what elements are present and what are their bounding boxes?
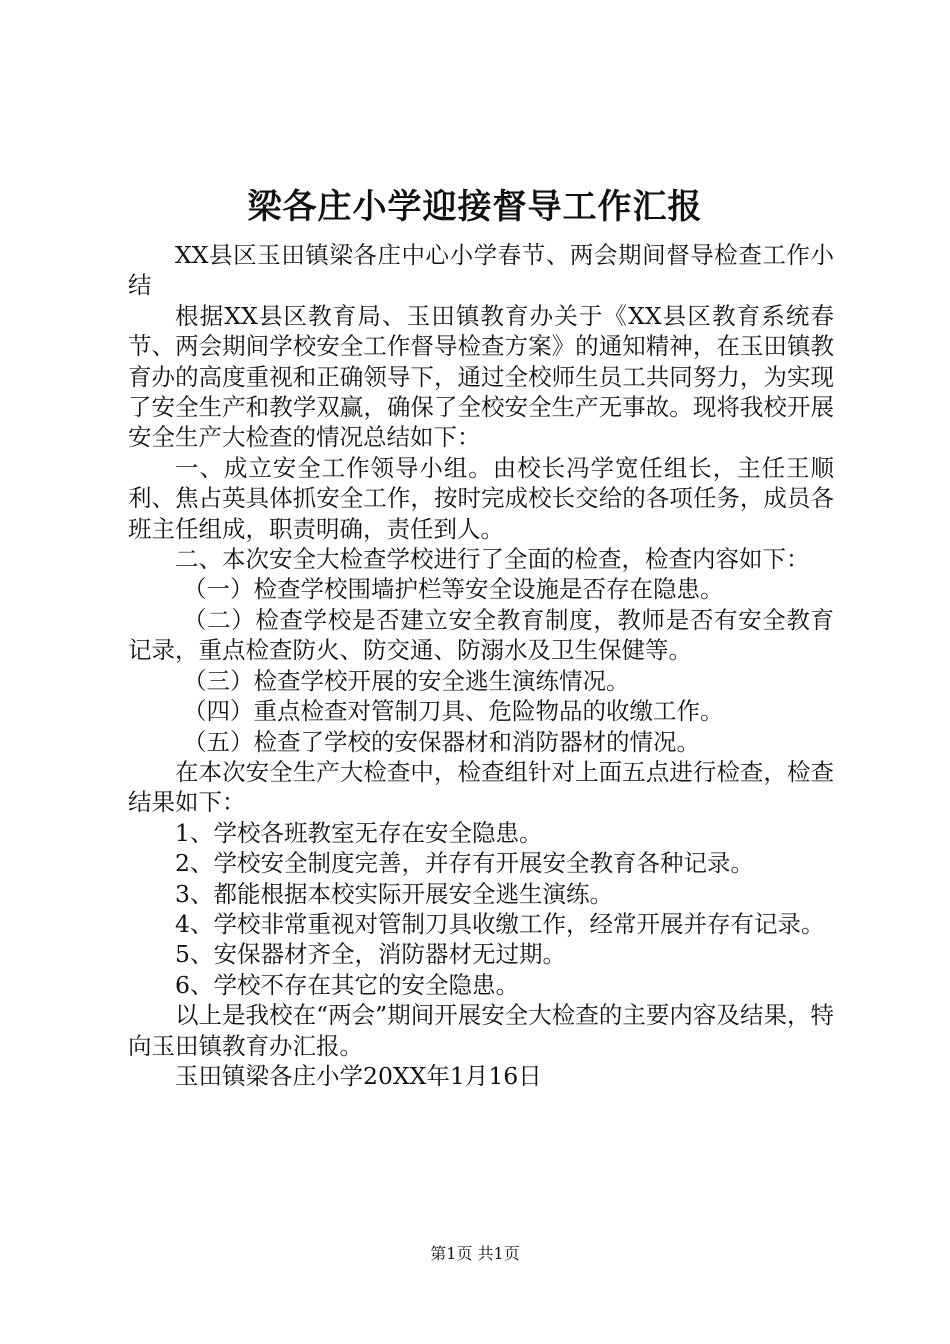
paragraph-result-3: 3、都能根据本校实际开展安全逃生演练。 [175,879,613,908]
paragraph-item-3: （三）检查学校开展的安全逃生演练情况。 [183,666,630,695]
paragraph-result-4: 4、学校非常重视对管制刀具收缴工作，经常开展并存有记录。 [175,909,825,938]
page-number: 第1页 共1页 [430,1244,520,1263]
paragraph-item-4: （四）重点检查对管制刀具、危险物品的收缴工作。 [183,697,724,726]
paragraph-result-1: 1、学校各班教室无存在安全隐患。 [175,818,543,847]
paragraph-conclusion: 以上是我校在“两会”期间开展安全大检查的主要内容及结果，特向玉田镇教育办汇报。 [128,1001,834,1060]
paragraph-subtitle: XX县区玉田镇梁各庄中心小学春节、两会期间督导检查工作小结 [128,241,834,300]
document-title: 梁各庄小学迎接督导工作汇报 [247,187,703,227]
paragraph-result-6: 6、学校不存在其它的安全隐患。 [175,970,519,999]
paragraph-section-1: 一、成立安全工作领导小组。由校长冯学宽任组长，主任王顺利、焦占英具体抓安全工作，按时完成校长交给的各项任务，成员各班主任组成，职责明确，责任到人。 [128,453,834,543]
paragraph-results-intro: 在本次安全生产大检查中，检查组针对上面五点进行检查，检查结果如下： [128,757,834,817]
paragraph-result-5: 5、安保器材齐全，消防器材无过期。 [175,940,566,969]
paragraph-section-2: 二、本次安全大检查学校进行了全面的检查，检查内容如下： [175,545,810,574]
paragraph-result-2: 2、学校安全制度完善，并存有开展安全教育各种记录。 [175,849,754,878]
paragraph-item-2: （二）检查学校是否建立安全教育制度，教师是否有安全教育记录，重点检查防火、防交通、防溺水及卫生保健等。 [128,605,834,665]
paragraph-intro: 根据XX县区教育局、玉田镇教育办关于《XX县区教育系统春节、两会期间学校安全工作督导检查方案》的通知精神，在玉田镇教育办的高度重视和正确领导下，通过全校师生员工共同努力，为实现了安全生产和教学双赢，确保了全校安全生产无事故。现将我校开展安全生产大检查的情况总结如下： [128,301,834,452]
document-body [128,240,834,1091]
paragraph-signature: 玉田镇梁各庄小学20XX年1月16日 [175,1061,542,1090]
paragraph-item-1: （一）检查学校围墙护栏等安全设施是否存在隐患。 [183,575,724,604]
paragraph-item-5: （五）检查了学校的安保器材和消防器材的情况。 [183,727,700,756]
